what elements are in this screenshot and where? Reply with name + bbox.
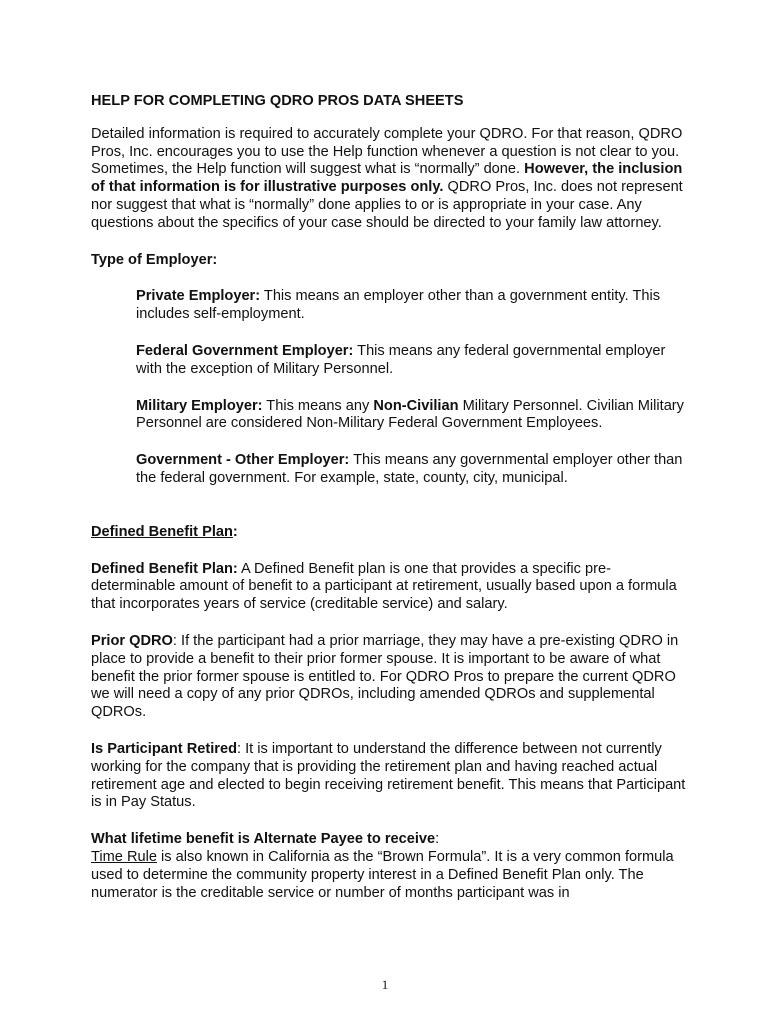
- time-rule-paragraph: Time Rule is also known in California as the “Brown Formula”. It is a very common formula used to determine the community property interest in a Defined Benefit Plan only. The numerator is the creditable service or number of months participant was in: [91, 848, 674, 901]
- intro-after: QDRO Pros, Inc. does not represent nor suggest that what is “normally” done applies to or is appropriate in your case. Any questions about the specifics of your case should be directed to your family law attorney.: [91, 179, 683, 231]
- document-page: [91, 93, 691, 902]
- page-number: 1: [381, 977, 389, 992]
- intro-disclaimer: However, the inclusion of that information is for illustrative purposes only.: [91, 161, 683, 196]
- employer-private: Private Employer: This means an employer other than a government entity. This includes self-employment.: [136, 288, 661, 323]
- intro-paragraph: [91, 126, 691, 233]
- intro-text: Detailed information is required to accurately complete your QDRO. For that reason, QDRO Pros, Inc. encourages you to use the Help function whenever a question is not clear to you. Sometimes, the Help function will suggest what is “normally” done.: [91, 125, 683, 178]
- employer-government-other: Government - Other Employer: This means any governmental employer other than the federal government. For example, state, county, city, municipal.: [136, 452, 683, 486]
- employer-list: [91, 288, 691, 487]
- participant-retired: Is Participant Retired: It is important to understand the difference between not currently working for the company that is providing the retirement plan and having reached actual retirement age and elected to begin receiving retirement benefit. This means that Participant is in Pay Status.: [91, 740, 686, 811]
- prior-qdro: Prior QDRO: If the participant had a prior marriage, they may have a pre-existing QDRO in place to provide a benefit to their prior former spouse. It is important to be aware of what benefit the prior former spouse is entitled to. For QDRO Pros to prepare the current QDRO we will need a copy of any prior QDROs, including amended QDROs and supplemental QDROs.: [91, 632, 679, 721]
- employer-heading: Type of Employer:: [91, 251, 218, 268]
- dbp-definition: Defined Benefit Plan: A Defined Benefit plan is one that provides a specific pre-determinable amount of benefit to a participant at retirement, usually based upon a formula that incorporates years of service (creditable service) and salary.: [91, 560, 677, 613]
- employer-federal: Federal Government Employer: This means any federal governmental employer with the exception of Military Personnel.: [136, 342, 666, 377]
- page-title: HELP FOR COMPLETING QDRO PROS DATA SHEETS: [91, 93, 464, 109]
- dbp-heading: Defined Benefit Plan:: [91, 523, 238, 540]
- lifetime-heading: What lifetime benefit is Alternate Payee to receive:: [91, 831, 440, 848]
- employer-military: Military Employer: This means any Non-Civilian Military Personnel. Civilian Military Personnel are considered Non-Military Federal Government Employees.: [136, 397, 684, 432]
